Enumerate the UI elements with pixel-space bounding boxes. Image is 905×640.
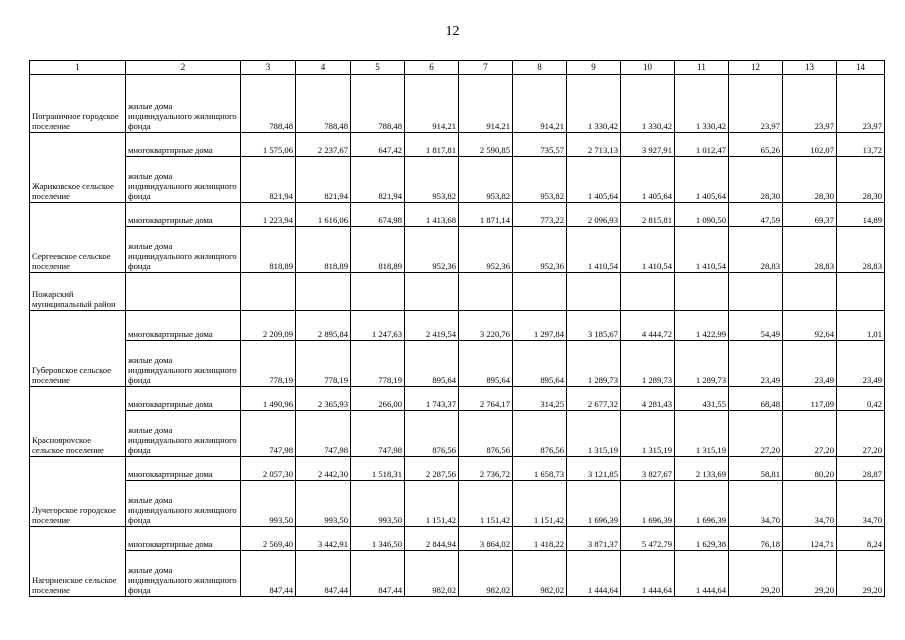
value-cell: 28,83 [783, 227, 837, 273]
value-cell: 952,36 [459, 227, 513, 273]
housing-type: жилые дома индивидуального жилищного фонда [126, 411, 241, 457]
value-cell: 3 121,85 [567, 457, 621, 481]
value-cell: 674,98 [351, 203, 405, 227]
value-cell: 1 817,81 [405, 133, 459, 157]
value-cell: 34,70 [837, 481, 885, 527]
value-cell: 1,01 [837, 311, 885, 341]
value-cell: 788,48 [296, 75, 351, 133]
value-cell: 1 871,14 [459, 203, 513, 227]
value-cell: 124,71 [783, 527, 837, 551]
column-header: 8 [513, 61, 567, 75]
value-cell: 914,21 [405, 75, 459, 133]
value-cell: 1 696,39 [675, 481, 729, 527]
value-cell: 1 444,64 [675, 551, 729, 597]
value-cell: 2 736,72 [459, 457, 513, 481]
column-header: 14 [837, 61, 885, 75]
value-cell: 1 151,42 [513, 481, 567, 527]
value-cell: 27,20 [837, 411, 885, 457]
value-cell: 3 185,67 [567, 311, 621, 341]
value-cell: 1 330,42 [567, 75, 621, 133]
value-cell: 788,48 [351, 75, 405, 133]
value-cell: 92,64 [783, 311, 837, 341]
value-cell: 2 287,56 [405, 457, 459, 481]
housing-type: многоквартирные дома [126, 387, 241, 411]
settlement-name: Губеровское сельское поселение [30, 311, 126, 387]
value-cell: 647,42 [351, 133, 405, 157]
value-cell: 914,21 [513, 75, 567, 133]
value-cell [405, 273, 459, 311]
value-cell: 1 223,94 [241, 203, 296, 227]
value-cell: 13,72 [837, 133, 885, 157]
table-row [30, 273, 885, 311]
value-cell: 2 569,40 [241, 527, 296, 551]
value-cell: 1 575,06 [241, 133, 296, 157]
value-cell: 27,20 [783, 411, 837, 457]
value-cell [459, 273, 513, 311]
value-cell: 1 410,54 [567, 227, 621, 273]
value-cell: 788,48 [241, 75, 296, 133]
column-header: 1 [30, 61, 126, 75]
value-cell: 821,94 [296, 157, 351, 203]
value-cell: 3 442,91 [296, 527, 351, 551]
column-header: 7 [459, 61, 513, 75]
value-cell: 65,26 [729, 133, 783, 157]
value-cell: 847,44 [351, 551, 405, 597]
value-cell: 1 629,38 [675, 527, 729, 551]
value-cell: 102,07 [783, 133, 837, 157]
value-cell: 747,98 [296, 411, 351, 457]
value-cell: 952,36 [513, 227, 567, 273]
value-cell: 28,30 [837, 157, 885, 203]
housing-type: жилые дома индивидуального жилищного фонда [126, 481, 241, 527]
settlement-name: Пожарский муниципальный район [30, 273, 126, 311]
value-cell: 1 422,99 [675, 311, 729, 341]
value-cell: 2 096,93 [567, 203, 621, 227]
housing-type: многоквартирные дома [126, 457, 241, 481]
value-cell [837, 273, 885, 311]
housing-type: многоквартирные дома [126, 527, 241, 551]
value-cell: 23,49 [729, 341, 783, 387]
value-cell: 953,82 [405, 157, 459, 203]
column-header: 9 [567, 61, 621, 75]
value-cell: 1 444,64 [621, 551, 675, 597]
value-cell [675, 273, 729, 311]
value-cell: 1 346,50 [351, 527, 405, 551]
value-cell: 117,09 [783, 387, 837, 411]
value-cell: 3 220,76 [459, 311, 513, 341]
value-cell: 778,19 [296, 341, 351, 387]
column-header: 4 [296, 61, 351, 75]
value-cell: 1 518,31 [351, 457, 405, 481]
value-cell: 876,56 [513, 411, 567, 457]
table-row [30, 527, 885, 551]
value-cell: 1 151,42 [459, 481, 513, 527]
column-header: 6 [405, 61, 459, 75]
value-cell: 747,98 [351, 411, 405, 457]
table-row [30, 387, 885, 411]
settlement-name: Лучегорское городское поселение [30, 457, 126, 527]
value-cell: 58,81 [729, 457, 783, 481]
value-cell: 1 405,64 [567, 157, 621, 203]
value-cell: 778,19 [241, 341, 296, 387]
value-cell: 1 405,64 [675, 157, 729, 203]
value-cell: 2 442,30 [296, 457, 351, 481]
value-cell: 773,22 [513, 203, 567, 227]
value-cell [567, 273, 621, 311]
column-header: 5 [351, 61, 405, 75]
value-cell: 1 289,73 [567, 341, 621, 387]
value-cell: 23,49 [837, 341, 885, 387]
value-cell: 1 410,54 [621, 227, 675, 273]
value-cell: 3 871,37 [567, 527, 621, 551]
value-cell: 982,02 [459, 551, 513, 597]
value-cell: 2 844,94 [405, 527, 459, 551]
value-cell: 314,25 [513, 387, 567, 411]
value-cell: 1 315,19 [567, 411, 621, 457]
settlement-name: Красноярovское сельское поселение [30, 387, 126, 457]
value-cell: 8,24 [837, 527, 885, 551]
value-cell: 2 713,13 [567, 133, 621, 157]
value-cell: 2 133,69 [675, 457, 729, 481]
value-cell: 1 413,68 [405, 203, 459, 227]
value-cell: 23,97 [729, 75, 783, 133]
table-row [30, 75, 885, 133]
value-cell: 876,56 [459, 411, 513, 457]
value-cell: 747,98 [241, 411, 296, 457]
page-number: 12 [445, 24, 460, 39]
value-cell: 34,70 [729, 481, 783, 527]
value-cell: 2 895,84 [296, 311, 351, 341]
value-cell: 993,50 [351, 481, 405, 527]
value-cell: 914,21 [459, 75, 513, 133]
value-cell: 1 151,42 [405, 481, 459, 527]
value-cell [351, 273, 405, 311]
value-cell: 2 590,85 [459, 133, 513, 157]
table-row [30, 227, 885, 273]
value-cell: 993,50 [241, 481, 296, 527]
settlement-name: Нагорненское сельское поселение [30, 527, 126, 597]
value-cell: 34,70 [783, 481, 837, 527]
tariff-table [29, 60, 885, 597]
value-cell: 2 057,30 [241, 457, 296, 481]
column-header: 3 [241, 61, 296, 75]
value-cell: 2 815,81 [621, 203, 675, 227]
value-cell [729, 273, 783, 311]
value-cell: 266,00 [351, 387, 405, 411]
value-cell: 895,64 [459, 341, 513, 387]
value-cell: 876,56 [405, 411, 459, 457]
table-row [30, 311, 885, 341]
value-cell: 2 365,93 [296, 387, 351, 411]
value-cell: 76,18 [729, 527, 783, 551]
value-cell: 1 330,42 [621, 75, 675, 133]
value-cell: 818,89 [241, 227, 296, 273]
value-cell: 5 472,79 [621, 527, 675, 551]
value-cell: 29,20 [837, 551, 885, 597]
value-cell: 818,89 [296, 227, 351, 273]
value-cell: 1 658,73 [513, 457, 567, 481]
value-cell: 14,89 [837, 203, 885, 227]
value-cell: 1 315,19 [621, 411, 675, 457]
settlement-name: Пограничное городское поселение [30, 75, 126, 133]
value-cell: 1 090,50 [675, 203, 729, 227]
value-cell [621, 273, 675, 311]
value-cell: 80,20 [783, 457, 837, 481]
value-cell: 28,30 [729, 157, 783, 203]
value-cell: 1 297,84 [513, 311, 567, 341]
value-cell: 821,94 [351, 157, 405, 203]
value-cell: 2 677,32 [567, 387, 621, 411]
value-cell: 895,64 [513, 341, 567, 387]
value-cell [241, 273, 296, 311]
value-cell: 23,49 [783, 341, 837, 387]
value-cell: 4 444,72 [621, 311, 675, 341]
value-cell: 952,36 [405, 227, 459, 273]
value-cell: 847,44 [241, 551, 296, 597]
value-cell: 1 743,37 [405, 387, 459, 411]
column-header: 12 [729, 61, 783, 75]
column-header: 2 [126, 61, 241, 75]
value-cell: 1 418,22 [513, 527, 567, 551]
header-row [30, 61, 885, 75]
table-row [30, 157, 885, 203]
value-cell: 1 696,39 [621, 481, 675, 527]
settlement-name: Жариковское сельское поселение [30, 133, 126, 203]
value-cell: 28,83 [729, 227, 783, 273]
value-cell: 1 330,42 [675, 75, 729, 133]
value-cell: 2 237,67 [296, 133, 351, 157]
value-cell: 847,44 [296, 551, 351, 597]
value-cell: 29,20 [783, 551, 837, 597]
value-cell: 1 405,64 [621, 157, 675, 203]
value-cell: 1 012,47 [675, 133, 729, 157]
value-cell: 821,94 [241, 157, 296, 203]
value-cell: 735,57 [513, 133, 567, 157]
housing-type: жилые дома индивидуального жилищного фонда [126, 341, 241, 387]
value-cell: 68,48 [729, 387, 783, 411]
value-cell: 2 764,17 [459, 387, 513, 411]
value-cell: 953,82 [513, 157, 567, 203]
value-cell: 818,89 [351, 227, 405, 273]
housing-type: жилые дома индивидуального жилищного фонда [126, 75, 241, 133]
value-cell: 3 927,91 [621, 133, 675, 157]
value-cell: 4 281,43 [621, 387, 675, 411]
value-cell: 28,83 [837, 227, 885, 273]
value-cell: 982,02 [405, 551, 459, 597]
column-header: 11 [675, 61, 729, 75]
value-cell: 1 315,19 [675, 411, 729, 457]
value-cell: 54,49 [729, 311, 783, 341]
table-row [30, 203, 885, 227]
value-cell: 27,20 [729, 411, 783, 457]
value-cell: 69,37 [783, 203, 837, 227]
value-cell: 1 444,64 [567, 551, 621, 597]
value-cell: 28,30 [783, 157, 837, 203]
settlement-name: Сергеевское сельское поселение [30, 203, 126, 273]
housing-type: жилые дома индивидуального жилищного фонда [126, 551, 241, 597]
value-cell: 29,20 [729, 551, 783, 597]
value-cell: 3 827,67 [621, 457, 675, 481]
value-cell [296, 273, 351, 311]
value-cell: 1 247,63 [351, 311, 405, 341]
housing-type: многоквартирные дома [126, 203, 241, 227]
value-cell: 895,64 [405, 341, 459, 387]
value-cell: 1 616,06 [296, 203, 351, 227]
housing-type: жилые дома индивидуального жилищного фонда [126, 157, 241, 203]
table-row [30, 411, 885, 457]
column-header: 13 [783, 61, 837, 75]
table-row [30, 133, 885, 157]
housing-type: жилые дома индивидуального жилищного фонда [126, 227, 241, 273]
value-cell: 1 490,96 [241, 387, 296, 411]
value-cell: 47,59 [729, 203, 783, 227]
value-cell: 431,55 [675, 387, 729, 411]
value-cell: 28,87 [837, 457, 885, 481]
table-row [30, 341, 885, 387]
value-cell: 1 289,73 [675, 341, 729, 387]
value-cell [513, 273, 567, 311]
value-cell: 23,97 [783, 75, 837, 133]
value-cell: 982,02 [513, 551, 567, 597]
housing-type: многоквартирные дома [126, 133, 241, 157]
value-cell: 1 410,54 [675, 227, 729, 273]
housing-type [126, 273, 241, 311]
column-header: 10 [621, 61, 675, 75]
value-cell [783, 273, 837, 311]
table-row [30, 457, 885, 481]
value-cell: 23,97 [837, 75, 885, 133]
value-cell: 1 289,73 [621, 341, 675, 387]
table-row [30, 481, 885, 527]
table-row [30, 551, 885, 597]
value-cell: 1 696,39 [567, 481, 621, 527]
value-cell: 993,50 [296, 481, 351, 527]
housing-type: многоквартирные дома [126, 311, 241, 341]
value-cell: 3 864,02 [459, 527, 513, 551]
value-cell: 2 419,54 [405, 311, 459, 341]
value-cell: 953,82 [459, 157, 513, 203]
value-cell: 0,42 [837, 387, 885, 411]
value-cell: 778,19 [351, 341, 405, 387]
value-cell: 2 209,09 [241, 311, 296, 341]
